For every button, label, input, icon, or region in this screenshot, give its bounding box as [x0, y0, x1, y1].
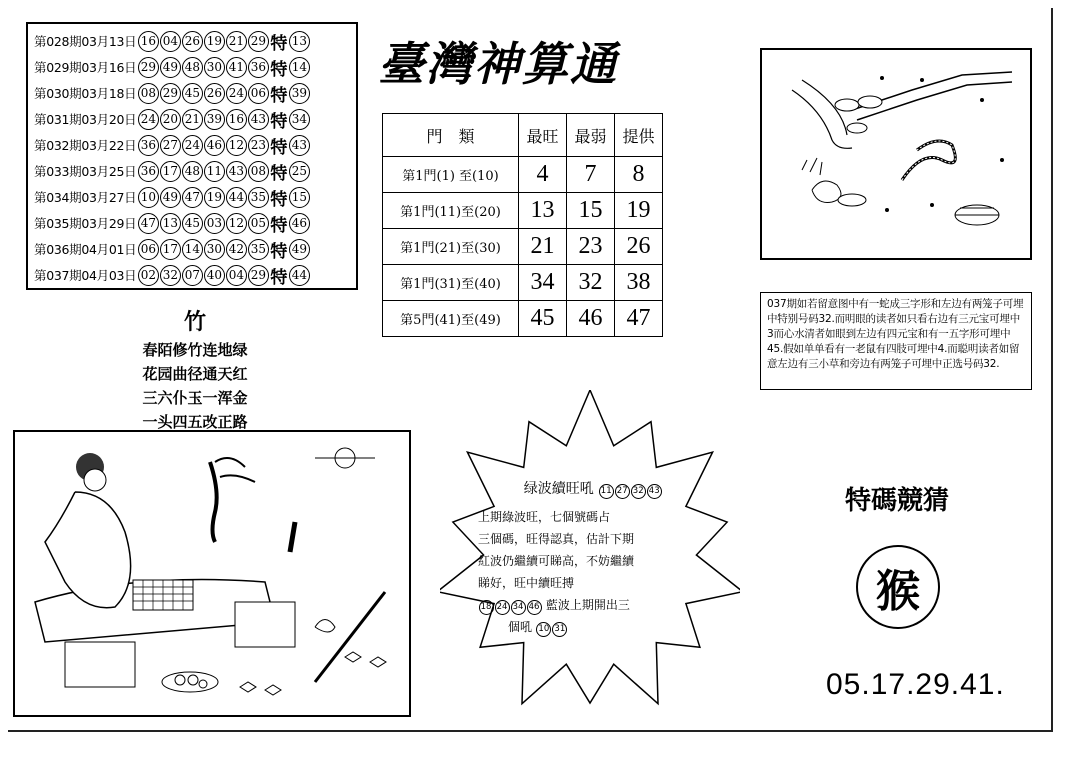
min-cell: 32	[567, 265, 615, 301]
table-row	[383, 301, 663, 337]
number-ball: 49	[160, 187, 181, 208]
offer-cell: 38	[615, 265, 663, 301]
starburst-line: 睇好，旺中續旺搏	[478, 576, 575, 590]
number-ball: 49	[160, 57, 181, 78]
number-ball: 12	[226, 135, 247, 156]
number-ball: 42	[226, 239, 247, 260]
number-ball: 12	[226, 213, 247, 234]
number-ball: 47	[138, 213, 159, 234]
ingot-icon	[835, 99, 859, 111]
starburst-line: 三個碼，旺得認真，估計下期	[478, 532, 635, 546]
draw-row	[34, 236, 350, 262]
starburst-last-line	[478, 616, 708, 638]
draw-row	[34, 106, 350, 132]
special-label: 特	[270, 85, 288, 106]
min-cell: 46	[567, 301, 615, 337]
draw-label: 第031期03月20日	[34, 112, 137, 127]
draw-label: 第036期04月01日	[34, 242, 137, 257]
door-cell: 第1門(11)至(20)	[383, 193, 519, 229]
max-cell: 13	[519, 193, 567, 229]
poem-block	[120, 305, 270, 434]
poem-title: 竹	[183, 310, 206, 335]
draw-label: 第030期03月18日	[34, 86, 137, 101]
starburst-content	[478, 478, 708, 638]
draw-row	[34, 210, 350, 236]
special-label: 特	[270, 215, 288, 236]
poem-line: 春陌修竹连地绿	[142, 341, 248, 359]
number-ball: 45	[182, 83, 203, 104]
number-ball: 43	[248, 109, 269, 130]
number-ball: 10	[536, 622, 551, 637]
starburst-last-text: 個吼	[508, 620, 533, 634]
offer-cell: 26	[615, 229, 663, 265]
starburst-line: 紅波仍繼續可睇高，不妨繼續	[478, 554, 635, 568]
hint-text-box: 037期如若留意图中有一蛇成三字形和左边有两笼子可埋中特别号码32.而明眼的读者如只看右边有三元宝可埋中3而心水清者如眼到左边有四元宝和有一五字形可埋中45.假如单单看有一老鼠有四肢可埋中4.而聪明读者如留意左边有三小草和旁边有两笼子可埋中正选号码32.	[760, 292, 1032, 390]
go-player-illustration	[13, 430, 411, 717]
door-cell: 第1門(31)至(40)	[383, 265, 519, 301]
number-ball: 10	[138, 187, 159, 208]
number-ball: 39	[204, 109, 225, 130]
number-ball: 13	[160, 213, 181, 234]
number-ball: 05	[248, 213, 269, 234]
offer-cell: 47	[615, 301, 663, 337]
draw-row	[34, 262, 350, 288]
min-cell: 15	[567, 193, 615, 229]
number-ball: 29	[160, 83, 181, 104]
number-ball: 43	[289, 135, 310, 156]
ingot-icon	[858, 96, 882, 108]
number-ball: 26	[204, 83, 225, 104]
number-ball: 08	[138, 83, 159, 104]
special-label: 特	[270, 137, 288, 158]
leaf-icon	[240, 652, 386, 695]
number-ball: 14	[289, 57, 310, 78]
snake-drawing	[762, 50, 1030, 258]
offer-cell: 8	[615, 157, 663, 193]
number-ball: 29	[248, 265, 269, 286]
draw-label: 第034期03月27日	[34, 190, 137, 205]
special-label: 特	[270, 59, 288, 80]
number-ball: 04	[160, 31, 181, 52]
ingot-icon	[847, 123, 867, 133]
branch-icon	[210, 462, 217, 542]
robe-icon	[45, 492, 131, 608]
draw-label: 第032期03月22日	[34, 138, 137, 153]
number-ball: 04	[226, 265, 247, 286]
max-cell: 45	[519, 301, 567, 337]
number-ball: 19	[204, 187, 225, 208]
number-ball: 24	[495, 600, 510, 615]
number-ball: 36	[138, 135, 159, 156]
door-cell: 第1門(1) 至(10)	[383, 157, 519, 193]
number-ball: 06	[138, 239, 159, 260]
guess-title: 特碼競猜	[845, 486, 950, 516]
starburst-heading-text: 绿波續旺吼	[523, 481, 594, 497]
starburst-line: 上期綠波旺，七個號碼占	[478, 510, 611, 524]
number-ball: 34	[289, 109, 310, 130]
max-cell: 21	[519, 229, 567, 265]
number-ball: 16	[138, 31, 159, 52]
number-ball: 41	[226, 57, 247, 78]
number-ball: 46	[527, 600, 542, 615]
draw-label: 第037期04月03日	[34, 268, 137, 283]
starburst-heading	[478, 478, 708, 500]
special-label: 特	[270, 267, 288, 288]
draw-row	[34, 184, 350, 210]
number-ball: 16	[226, 109, 247, 130]
number-ball: 24	[226, 83, 247, 104]
number-ball: 27	[615, 484, 630, 499]
number-ball: 43	[647, 484, 662, 499]
number-ball: 45	[182, 213, 203, 234]
draw-label: 第035期03月29日	[34, 216, 137, 231]
door-cell: 第1門(21)至(30)	[383, 229, 519, 265]
number-ball: 29	[138, 57, 159, 78]
number-ball: 32	[160, 265, 181, 286]
number-ball: 32	[631, 484, 646, 499]
number-ball: 30	[204, 239, 225, 260]
number-ball: 46	[289, 213, 310, 234]
min-cell: 23	[567, 229, 615, 265]
special-label: 特	[270, 33, 288, 54]
number-ball: 43	[226, 161, 247, 182]
number-ball: 02	[138, 265, 159, 286]
table-row	[383, 229, 663, 265]
number-ball: 47	[182, 187, 203, 208]
number-ball: 24	[182, 135, 203, 156]
draw-label: 第028期03月13日	[34, 34, 137, 49]
number-ball: 18	[479, 600, 494, 615]
max-cell: 4	[519, 157, 567, 193]
number-ball: 17	[160, 161, 181, 182]
zodiac-circle: 猴	[856, 545, 940, 629]
number-ball: 40	[204, 265, 225, 286]
table-header-row	[383, 114, 663, 157]
starburst-bottom-text: 藍波上期開出三	[545, 598, 630, 612]
number-ball: 35	[248, 239, 269, 260]
draw-row	[34, 158, 350, 184]
offer-cell: 19	[615, 193, 663, 229]
number-ball: 31	[552, 622, 567, 637]
stool-icon	[65, 642, 135, 687]
number-ball: 20	[160, 109, 181, 130]
number-ball: 06	[248, 83, 269, 104]
draw-results-box	[26, 22, 358, 290]
draw-label: 第029期03月16日	[34, 60, 137, 75]
number-ball: 36	[138, 161, 159, 182]
table-row	[383, 157, 663, 193]
special-label: 特	[270, 163, 288, 184]
number-ball: 49	[289, 239, 310, 260]
number-ball: 13	[289, 31, 310, 52]
number-ball: 44	[289, 265, 310, 286]
door-table	[382, 113, 663, 337]
number-ball: 07	[182, 265, 203, 286]
poem-line: 花园曲径通天红	[142, 365, 248, 383]
grass-icon	[802, 158, 822, 175]
header-door: 門 類	[383, 114, 519, 157]
table-row	[383, 193, 663, 229]
scene-drawing	[15, 432, 409, 715]
number-ball: 27	[160, 135, 181, 156]
number-ball: 17	[160, 239, 181, 260]
number-ball: 08	[248, 161, 269, 182]
poem-line: 一头四五改正路	[142, 413, 248, 431]
number-ball: 30	[204, 57, 225, 78]
number-ball: 25	[289, 161, 310, 182]
number-ball: 21	[226, 31, 247, 52]
draw-row	[34, 132, 350, 158]
snake-illustration	[760, 48, 1032, 260]
rat-icon	[812, 181, 841, 203]
draw-row	[34, 80, 350, 106]
number-ball: 29	[248, 31, 269, 52]
number-ball: 23	[248, 135, 269, 156]
special-label: 特	[270, 241, 288, 262]
number-ball: 15	[289, 187, 310, 208]
header-min: 最弱	[567, 114, 615, 157]
final-numbers: 05.17.29.41.	[826, 668, 1005, 701]
starburst-bottom-line	[478, 594, 708, 616]
number-ball: 03	[204, 213, 225, 234]
draw-label: 第033期03月25日	[34, 164, 137, 179]
number-ball: 44	[226, 187, 247, 208]
heading-balls	[598, 481, 662, 497]
number-ball: 36	[248, 57, 269, 78]
door-cell: 第5門(41)至(49)	[383, 301, 519, 337]
number-ball: 11	[204, 161, 225, 182]
header-offer: 提供	[615, 114, 663, 157]
max-cell: 34	[519, 265, 567, 301]
number-ball: 48	[182, 57, 203, 78]
number-ball: 35	[248, 187, 269, 208]
staff-icon	[315, 592, 385, 682]
bottom-balls	[478, 598, 542, 612]
special-label: 特	[270, 111, 288, 132]
number-ball: 14	[182, 239, 203, 260]
special-label: 特	[270, 189, 288, 210]
number-ball: 11	[599, 484, 614, 499]
snake-icon	[902, 141, 955, 180]
draw-row	[34, 28, 350, 54]
draw-row	[34, 54, 350, 80]
number-ball: 34	[511, 600, 526, 615]
number-ball: 46	[204, 135, 225, 156]
header-max: 最旺	[519, 114, 567, 157]
last-balls	[536, 620, 568, 634]
number-ball: 26	[182, 31, 203, 52]
number-ball: 24	[138, 109, 159, 130]
page-title: 臺灣神算通	[378, 37, 618, 91]
number-ball: 39	[289, 83, 310, 104]
number-ball: 48	[182, 161, 203, 182]
min-cell: 7	[567, 157, 615, 193]
number-ball: 21	[182, 109, 203, 130]
face-icon	[84, 469, 106, 491]
stool-icon	[235, 602, 295, 647]
number-ball: 19	[204, 31, 225, 52]
poem-line: 三六仆玉一浑金	[142, 389, 248, 407]
table-row	[383, 265, 663, 301]
